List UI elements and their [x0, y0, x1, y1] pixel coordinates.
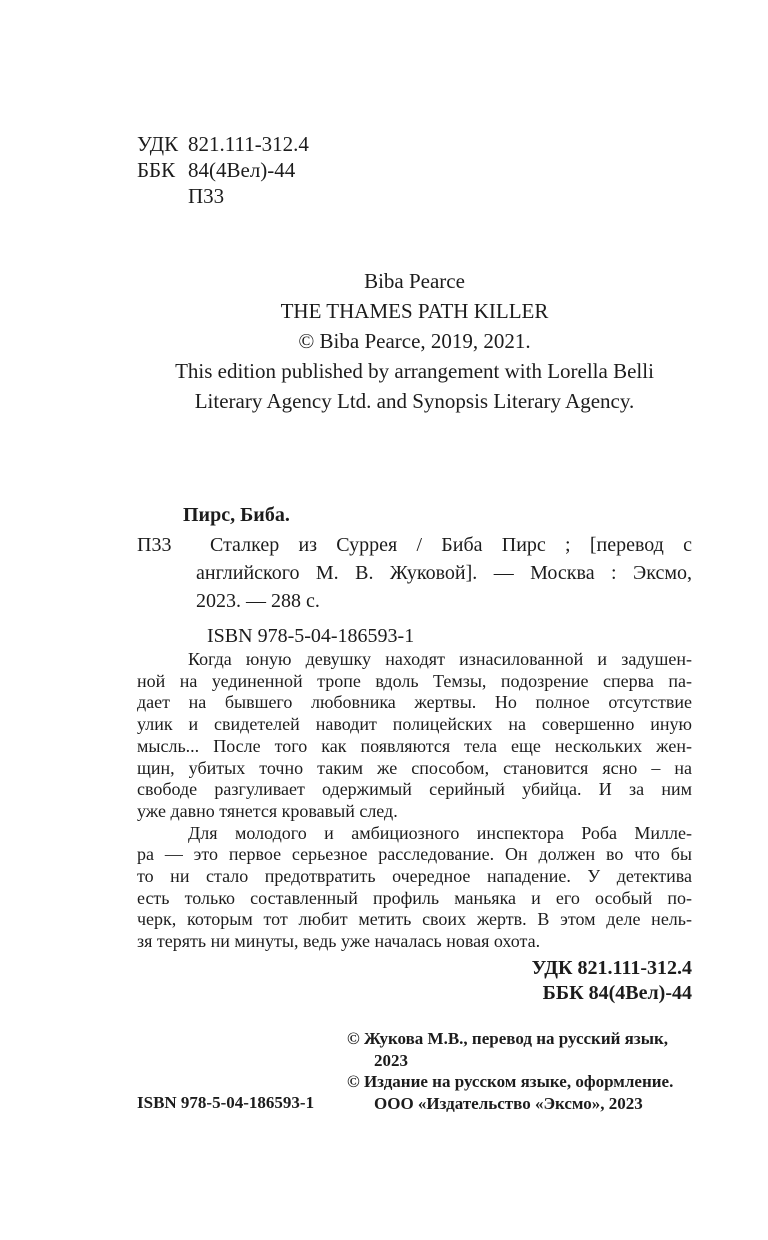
udk-bottom: УДК 821.111-312.4 [531, 957, 692, 979]
edition-copyright: © Издание на русском языке, оформление. ООО «Издательство «Эксмо», 2023 [347, 1072, 674, 1113]
arrangement-note: This edition published by arrangement with Lorella Belli Literary Agency Ltd. and Synopsis Literary Agency. [175, 359, 654, 413]
bbk-top-line [137, 157, 692, 183]
copyright-column [347, 1028, 697, 1114]
card-entry-text: Сталкер из Суррея / Биба Пирс ; [перевод с английского М. В. Жуковой]. — Москва : Эксмо, 2023. — 288 с. [196, 534, 692, 612]
author-sign: П33 [188, 184, 225, 208]
author-sign-top-line [137, 183, 692, 209]
original-title: THE THAMES PATH KILLER [280, 299, 549, 323]
classification-block [137, 131, 692, 209]
udk-top-line [137, 131, 692, 157]
translation-copyright: © Жукова М.В., перевод на русский язык, 2023 [347, 1029, 669, 1070]
catalog-card [137, 501, 692, 650]
original-copyright: © Biba Pearce, 2019, 2021. [298, 329, 531, 353]
bbk-value: 84(4Вел)-44 [188, 158, 296, 182]
udk-label: УДК [137, 132, 179, 156]
card-author-header: Пирс, Биба. [183, 504, 290, 526]
bbk-bottom: ББК 84(4Вел)-44 [542, 982, 692, 1004]
footer-isbn: ISBN 978-5-04-186593-1 [137, 1093, 315, 1112]
udk-value: 821.111-312.4 [188, 132, 309, 156]
annotation-paragraph-2: Для молодого и амбициозного инспектора Роба Милле- ра — это первое серьезное расследование. Он должен во что бы то ни стало предотвратить очередное нападение. У детектива есть только составленный профиль маньяка и его особый по- черк, которым тот любит метить своих жертв. В этом деле нель- зя терять ни минуты, ведь уже началась новая охота. [137, 822, 692, 952]
classification-block-bottom [137, 956, 692, 1006]
footer-block [137, 1028, 692, 1114]
annotation-block [137, 649, 692, 953]
bbk-label: ББК [137, 158, 176, 182]
original-title-block [137, 266, 692, 416]
annotation-paragraph-1: Когда юную девушку находят изнасилованной и задушен- ной на уединенной тропе вдоль Темзы, подозрение сперва па- дает на бывшего любовника жертвы. Но полное отсутствие улик и свидетелей наводит полицейских на совершенно иную мысль... После того как появляются тела еще нескольких жен- щин, убитых точно таким же способом, становится ясно – на свободе разгуливает одержимый серийный убийца. И за ним уже давно тянется кровавый след. [137, 649, 692, 821]
card-author-sign: П33 [137, 534, 172, 556]
card-isbn: ISBN 978-5-04-186593-1 [207, 625, 415, 647]
original-author: Biba Pearce [364, 269, 465, 293]
